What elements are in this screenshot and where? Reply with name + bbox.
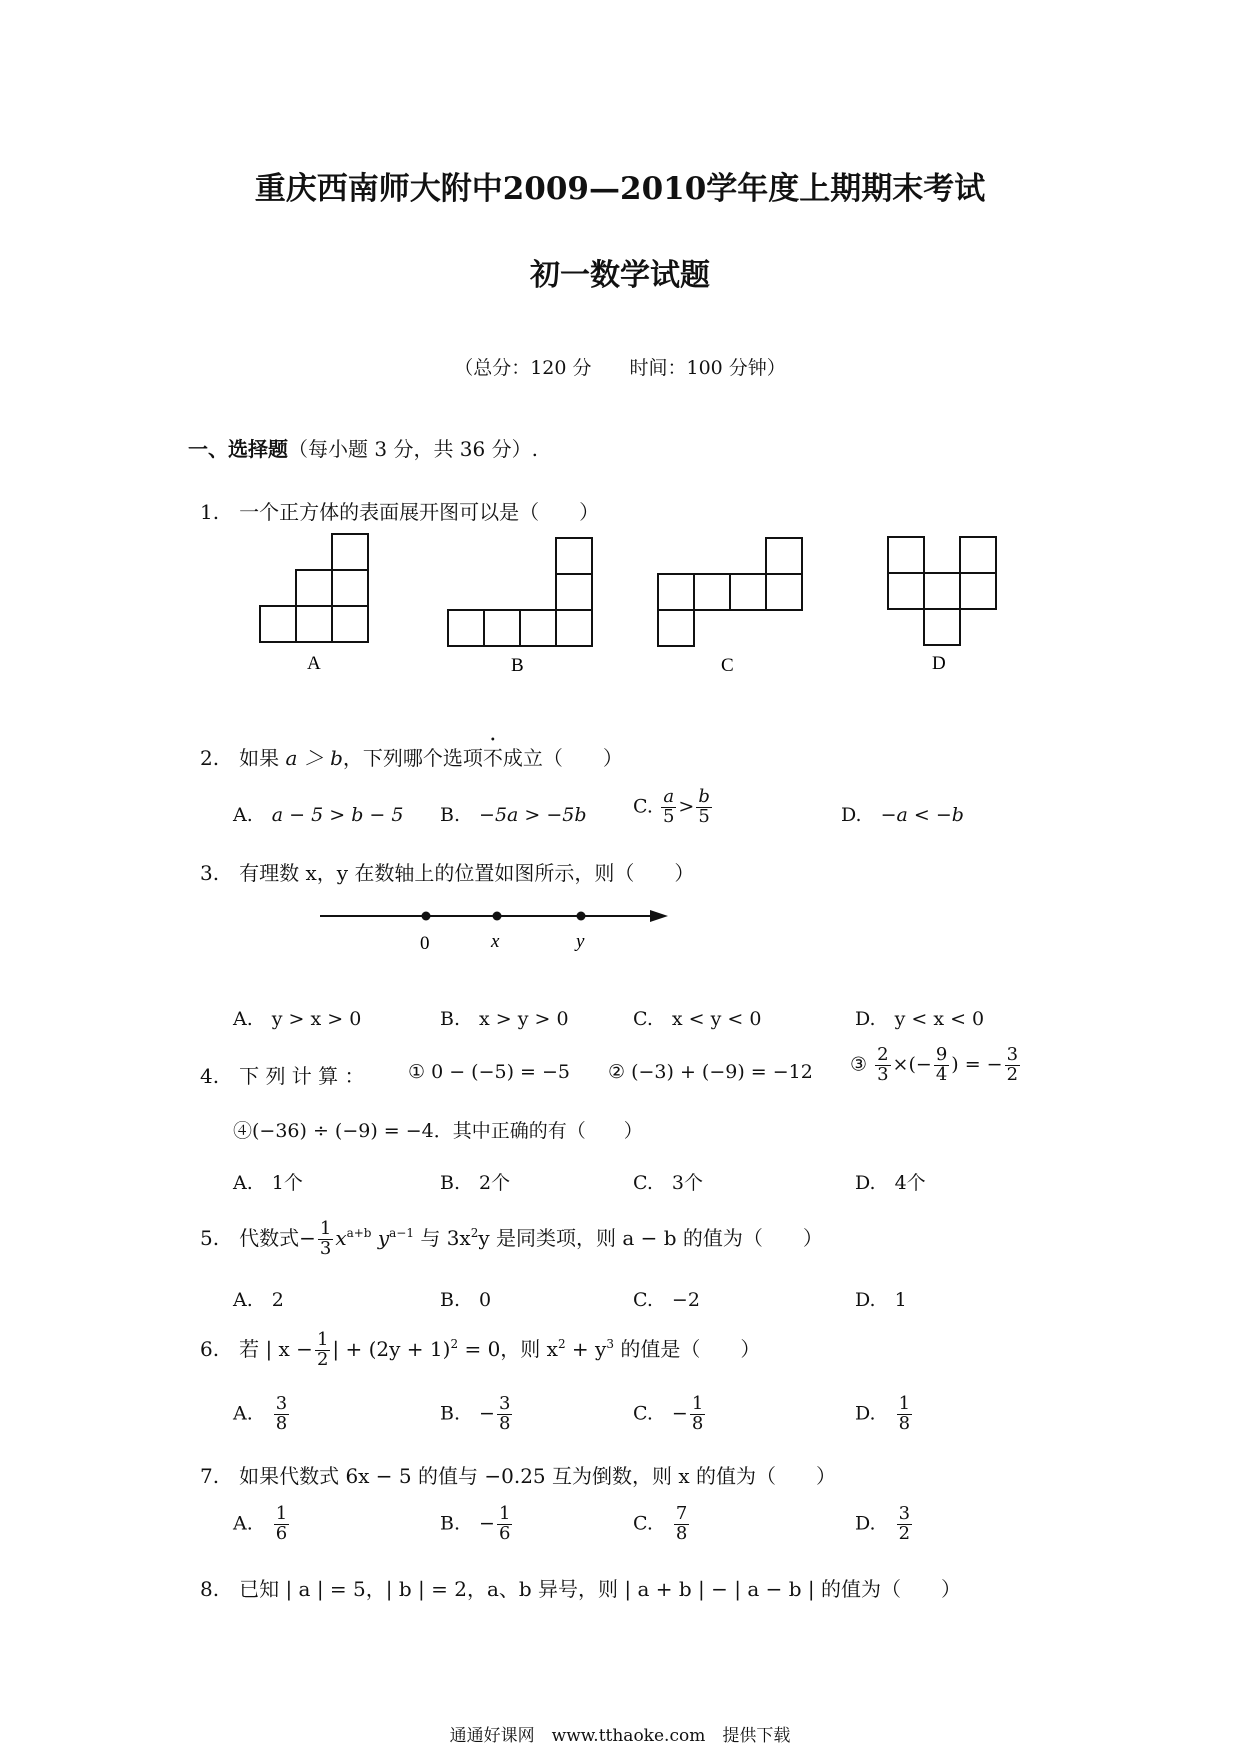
question-5: 5. 代数式− $\frac{1}{3}$ $x^{a+b}$ $y^{a-1}$ 与 $3x^2y$ 是同类项，则 a − b 的值为（ ） xyxy=(200,1218,823,1259)
q4-item-4: ④(−36) ÷ (−9) = −4．其中正确的有（ ） xyxy=(233,1120,643,1142)
q7-option-d: D. $\frac{3}{2}$ xyxy=(855,1503,911,1544)
question-3: 3. 有理数 x，y 在数轴上的位置如图所示，则（ ） xyxy=(200,861,695,885)
q6-option-a: A. $\frac{3}{8}$ xyxy=(233,1393,288,1434)
exam-title: 重庆西南师大附中2009—2010学年度上期期末考试 xyxy=(254,171,986,207)
q7-option-c: C. $\frac{7}{8}$ xyxy=(633,1503,688,1544)
q5-option-c: C. −2 xyxy=(633,1289,700,1311)
q6-option-d: D. $\frac{1}{8}$ xyxy=(855,1393,911,1434)
q3-option-b: B. x > y > 0 xyxy=(440,1008,569,1030)
q4-option-a: A. 1个 xyxy=(233,1172,303,1194)
net-a xyxy=(260,534,368,642)
net-b xyxy=(448,538,592,646)
net-label-d: D xyxy=(932,653,946,674)
q2-option-b: B. −5a > −5b xyxy=(440,804,587,826)
q3-option-c: C. x < y < 0 xyxy=(633,1008,762,1030)
q2-option-d: D. −a < −b xyxy=(841,804,964,826)
question-6: 6. 若 | x − $\frac{1}{2}$ | + $(2y + 1)^2 = 0$，则 $x^2 + y^3$ 的值是（ ） xyxy=(200,1329,761,1370)
q4-option-c: C. 3个 xyxy=(633,1172,703,1194)
q5-option-d: D. 1 xyxy=(855,1289,907,1311)
q7-option-a: A. $\frac{1}{6}$ xyxy=(233,1503,288,1544)
net-label-b: B xyxy=(511,655,524,676)
net-d xyxy=(888,537,996,645)
net-label-c: C xyxy=(721,655,734,676)
question-4: 4. 下 列 计 算 ： xyxy=(200,1064,365,1088)
q4-item-3: ③ $\frac{2}{3}$ ×(− $\frac{9}{4}$ ) = − $\frac{3}{2}$ xyxy=(850,1044,1019,1085)
q3-option-a: A. y > x > 0 xyxy=(233,1008,362,1030)
q5-option-a: A. 2 xyxy=(233,1289,284,1311)
q6-option-c: C. − $\frac{1}{8}$ xyxy=(633,1393,704,1434)
number-line xyxy=(320,910,668,922)
section-heading: 一、选择题（每小题 3 分，共 36 分）. xyxy=(188,437,538,461)
q2-option-a: A. a − 5 > b − 5 xyxy=(233,804,404,826)
axis-label-y: y xyxy=(576,931,585,952)
q4-item-2: ② (−3) + (−9) = −12 xyxy=(608,1061,813,1083)
q4-option-b: B. 2个 xyxy=(440,1172,511,1194)
q5-option-b: B. 0 xyxy=(440,1289,492,1311)
q6-option-b: B. − $\frac{3}{8}$ xyxy=(440,1393,511,1434)
net-label-a: A xyxy=(307,653,321,674)
question-1: 1. 一个正方体的表面展开图可以是（ ） xyxy=(200,500,600,524)
question-8: 8. 已知 | a | = 5，| b | = 2，a、b 异号，则 | a + b | − | a − b | 的值为（ ） xyxy=(200,1577,962,1601)
q7-option-b: B. − $\frac{1}{6}$ xyxy=(440,1503,511,1544)
q4-option-d: D. 4个 xyxy=(855,1172,926,1194)
page-footer: 通通好课网 www.tthaoke.com 提供下载 xyxy=(449,1726,791,1746)
exam-subtitle: 初一数学试题 xyxy=(530,258,710,293)
q3-option-d: D. y < x < 0 xyxy=(855,1008,985,1030)
axis-label-0: 0 xyxy=(420,933,430,954)
net-c xyxy=(658,538,802,646)
question-2: 2. 如果 a ＞ b，下列哪个选项不成立（ ） xyxy=(200,746,623,770)
q4-item-1: ① 0 − (−5) = −5 xyxy=(408,1061,571,1083)
q2-option-c: C. $\frac{a}{5}$ > $\frac{b}{5}$ xyxy=(633,786,710,827)
axis-label-x: x xyxy=(491,931,500,952)
exam-info: （总分：120 分 时间：100 分钟） xyxy=(454,357,786,379)
question-7: 7. 如果代数式 6x − 5 的值与 −0.25 互为倒数，则 x 的值为（ ） xyxy=(200,1464,837,1488)
